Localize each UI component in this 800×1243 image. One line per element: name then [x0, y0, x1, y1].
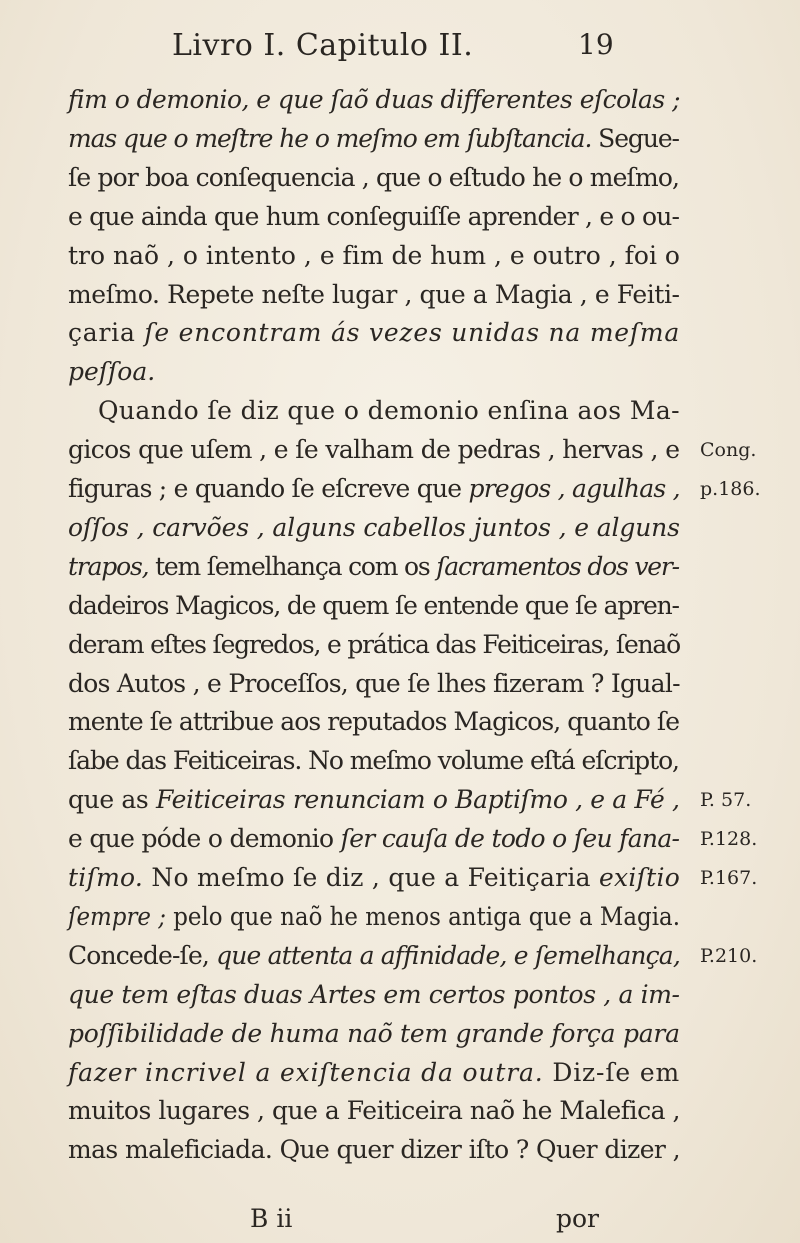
- italic-span: trapos,: [68, 551, 149, 581]
- roman-span: mente ſe attribue aos reputados Magicos, quanto ſe: [68, 707, 680, 737]
- text-line: [68, 746, 679, 776]
- margin-note: P. 57.: [700, 789, 752, 812]
- italic-span: tiſmo.: [68, 863, 144, 892]
- margin-note: P.210.: [700, 944, 758, 967]
- text-line: [68, 707, 680, 737]
- page-number: 19: [578, 28, 614, 61]
- roman-span: meſmo. Repete neſte lugar , que a Magia , e Feiti-: [68, 279, 680, 309]
- roman-span: ſe por boa conſequencia , que o eſtudo he o meſmo,: [68, 162, 680, 192]
- roman-span: dos Autos , e Proceſſos, que ſe lhes fizeram ? Igual-: [68, 668, 680, 698]
- italic-span: que tem eſtas duas Artes em certos pontos , a im-: [68, 979, 680, 1009]
- text-line: [68, 87, 680, 112]
- roman-span: deram eſtes ſegredos, e prática das Feiticeiras, ſenaõ: [68, 629, 680, 659]
- italic-span: Feiticeiras renunciam o Baptiſmo , e a Fé ,: [155, 785, 680, 815]
- text-line: [98, 396, 680, 426]
- roman-span: e que ainda que hum conſeguiſſe aprender , e o ou-: [68, 201, 680, 231]
- text-line: [68, 629, 680, 659]
- roman-span: figuras ; e quando ſe eſcreve que: [68, 474, 469, 503]
- roman-span: dadeiros Magicos, de quem ſe entende que ſe apren-: [68, 590, 679, 620]
- header-title: Livro I. Capitulo II.: [172, 28, 474, 63]
- roman-span: Segue-: [591, 123, 679, 153]
- roman-span: muitos lugares , que a Feiticeira naõ he Malefica ,: [68, 1096, 680, 1126]
- margin-note: P.167.: [700, 867, 758, 889]
- roman-span: Concede-ſe,: [68, 940, 217, 970]
- roman-span: No meſmo ſe diz , que a Feitiçaria: [143, 863, 599, 892]
- italic-span: ſe encontram ás vezes unidas na meſma: [144, 318, 681, 348]
- text-line: [68, 476, 680, 501]
- margin-note: P.128.: [700, 828, 758, 851]
- italic-span: poſſibilidade de huma naõ tem grande força para: [68, 1018, 680, 1048]
- running-header: [0, 28, 800, 68]
- roman-span: tem ſemelhança com os: [148, 551, 437, 581]
- text-line: [68, 979, 680, 1009]
- text-line: [68, 668, 680, 698]
- roman-span: pelo que naõ he menos antiga que a Magia.: [165, 901, 681, 931]
- text-line: [68, 123, 679, 153]
- margin-note: Cong.: [700, 439, 757, 462]
- italic-span: ſempre ;: [68, 901, 166, 931]
- text-line: [68, 201, 680, 231]
- italic-span: mas que o meſtre he o meſmo em ſubſtancia.: [68, 123, 592, 153]
- italic-span: oſſos , carvões , alguns cabellos juntos , e alguns: [68, 512, 680, 542]
- text-line: [68, 357, 156, 387]
- text-line: [68, 824, 680, 854]
- text-line: [68, 1096, 680, 1126]
- italic-span: fim o demonio, e que ſaõ duas differentes eſcolas ;: [68, 85, 680, 114]
- italic-span: que attenta a affinidade, e ſemelhança,: [216, 940, 680, 970]
- roman-span: gicos que uſem , e ſe valham de pedras , hervas , e: [68, 435, 680, 465]
- italic-span: pregos , agulhas ,: [468, 474, 680, 503]
- text-line: [68, 318, 681, 348]
- roman-span: çaria: [68, 318, 145, 348]
- text-line: [68, 162, 680, 192]
- italic-span: exiſtio: [598, 863, 681, 892]
- text-line: [68, 590, 679, 620]
- text-line: [68, 279, 680, 309]
- roman-span: Diz-ſe em: [543, 1057, 681, 1087]
- signature-mark: B ii: [250, 1204, 293, 1233]
- italic-span: ſer cauſa de todo o ſeu fana-: [340, 824, 680, 854]
- text-line: [68, 785, 680, 815]
- text-line: [68, 551, 679, 581]
- catchword: por: [556, 1204, 600, 1233]
- text-line: [68, 940, 680, 970]
- italic-span: fazer incrivel a exiſtencia da outra.: [68, 1057, 544, 1087]
- text-line: [68, 512, 680, 542]
- italic-span: peſſoa.: [68, 357, 156, 387]
- roman-span: mas maleficiada. Que quer dizer iſto ? Quer dizer ,: [68, 1135, 680, 1165]
- text-line: [68, 1135, 680, 1165]
- text-line: [68, 1018, 680, 1048]
- text-line: [68, 1057, 681, 1087]
- roman-span: tro naõ , o intento , e fim de hum , e outro , foi o: [68, 240, 680, 270]
- text-line: [68, 901, 681, 931]
- text-line: [68, 435, 680, 465]
- roman-span: Quando ſe diz que o demonio enſina aos Ma-: [98, 396, 680, 426]
- italic-span: ſacramentos dos ver-: [436, 551, 679, 581]
- margin-note: p.186.: [700, 478, 761, 500]
- roman-span: e que póde o demonio: [68, 824, 341, 854]
- roman-span: que as: [68, 785, 156, 815]
- text-line: [68, 865, 680, 890]
- roman-span: ſabe das Feiticeiras. No meſmo volume eſtá eſcripto,: [68, 746, 679, 776]
- text-line: [68, 240, 680, 270]
